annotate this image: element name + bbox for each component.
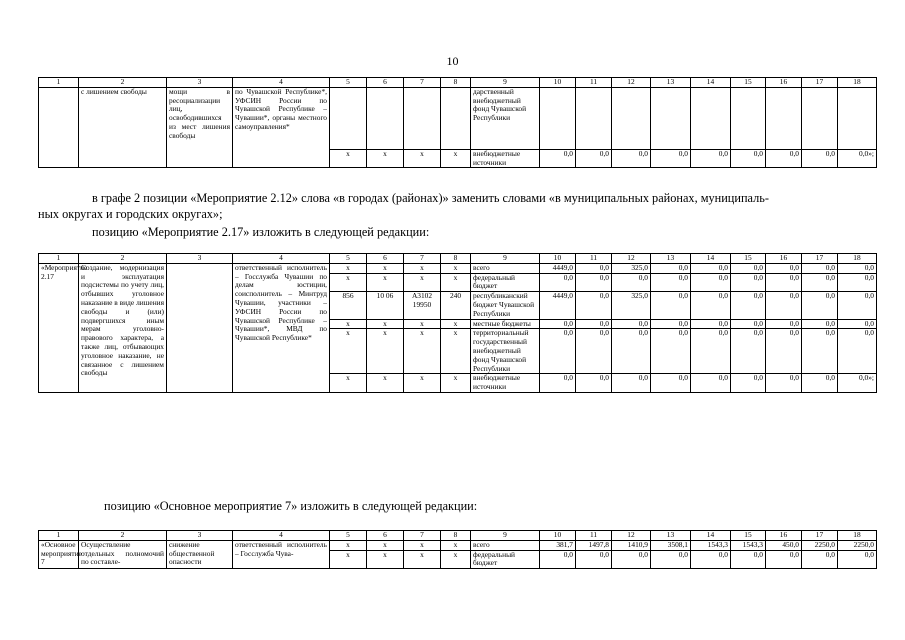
amount-cell: 0,0 [691,263,731,273]
amount-cell: 0,0 [540,374,576,393]
amount-cell: 0,0 [838,263,877,273]
instruction-paragraph-1-cont: ных округах и городских округах»; [38,207,223,221]
code-cell: x [404,550,441,569]
amount-cell: 0,0 [802,319,838,329]
column-number-cell: 6 [367,531,404,541]
column-number-cell: 2 [79,254,167,264]
column-number-cell: 10 [540,254,576,264]
code-cell: x [441,149,471,168]
amount-cell: 0,0 [576,319,612,329]
instruction-paragraph-3: позицию «Основное мероприятие 7» изложить в следующей редакции: [104,499,478,513]
column-number-cell: 16 [766,254,802,264]
table-measure-2-17 [38,253,877,393]
funding-source-cell: федеральный бюджет [471,273,540,292]
code-cell: x [367,550,404,569]
header-row [39,531,877,541]
funding-source-cell: республиканский бюджет Чувашской Республики [471,292,540,319]
instruction-paragraph-2: позицию «Мероприятие 2.17» изложить в следующей редакции: [92,225,430,239]
amount-cell: 0,0 [612,329,651,374]
code-cell: x [367,149,404,168]
amount-cell: 0,0 [651,149,691,168]
table-continuation [38,77,877,168]
amount-cell: 0,0 [651,319,691,329]
code-cell: x [404,540,441,550]
column-number-cell: 8 [441,78,471,88]
amount-cell: 0,0 [838,292,877,319]
amount-cell: 0,0 [766,273,802,292]
column-number-cell: 15 [731,78,766,88]
column-number-cell: 13 [651,531,691,541]
code-cell: x [441,319,471,329]
column-number-cell: 1 [39,78,79,88]
amount-cell: 325,0 [612,263,651,273]
amount-cell: 0,0 [540,329,576,374]
cell-goal: снижение общественной опасности [167,540,233,568]
code-cell: x [330,329,367,374]
header-row [39,254,877,264]
amount-cell: 0,0 [731,149,766,168]
amount-cell: 0,0 [838,329,877,374]
code-cell: x [441,273,471,292]
code-cell: x [404,263,441,273]
column-number-cell: 13 [651,254,691,264]
code-cell: x [330,540,367,550]
code-cell: x [367,273,404,292]
amount-cell: 0,0 [731,329,766,374]
column-number-cell: 2 [79,531,167,541]
funding-source-cell: федеральный бюджет [471,550,540,569]
table-row [39,87,877,149]
column-number-cell: 15 [731,531,766,541]
amount-cell: 0,0 [802,263,838,273]
column-number-cell: 9 [471,78,540,88]
column-number-cell: 18 [838,78,877,88]
cell-source: дарственный внебюджетный фонд Чувашской Республики [471,87,540,149]
funding-source-cell: местные бюджеты [471,319,540,329]
amount-cell: 0,0»; [838,149,877,168]
code-cell: 856 [330,292,367,319]
amount-cell: 0,0 [691,273,731,292]
column-number-cell: 8 [441,531,471,541]
code-cell: 240 [441,292,471,319]
amount-cell: 0,0 [576,149,612,168]
funding-source-cell: всего [471,540,540,550]
code-cell: x [404,374,441,393]
amount-cell: 0,0 [612,149,651,168]
amount-cell: 0,0 [576,263,612,273]
amount-cell: 0,0 [612,273,651,292]
amount-cell: 450,0 [766,540,802,550]
amount-cell: 0,0 [691,149,731,168]
column-number-cell: 7 [404,531,441,541]
amount-cell: 0,0 [651,329,691,374]
column-number-cell: 5 [330,254,367,264]
code-cell: x [404,149,441,168]
amount-cell: 2250,0 [802,540,838,550]
column-number-cell: 17 [802,78,838,88]
amount-cell: 0,0»; [838,374,877,393]
column-number-cell: 5 [330,531,367,541]
amount-cell: 0,0 [540,550,576,569]
code-cell: x [330,374,367,393]
amount-cell: 0,0 [731,273,766,292]
amount-cell: 325,0 [612,292,651,319]
amount-cell: 0,0 [766,550,802,569]
column-number-cell: 9 [471,254,540,264]
column-number-cell: 10 [540,78,576,88]
amount-cell: 1543,3 [731,540,766,550]
amount-cell: 0,0 [651,374,691,393]
amount-cell: 0,0 [802,292,838,319]
code-cell: x [367,329,404,374]
amount-cell: 0,0 [838,550,877,569]
amount-cell: 0,0 [576,550,612,569]
column-number-cell: 16 [766,78,802,88]
code-cell: x [441,374,471,393]
column-number-cell: 4 [233,531,330,541]
column-number-cell: 3 [167,78,233,88]
amount-cell: 0,0 [540,273,576,292]
column-number-cell: 10 [540,531,576,541]
amount-cell: 0,0 [766,329,802,374]
column-number-cell: 14 [691,531,731,541]
amount-cell: 0,0 [651,263,691,273]
code-cell: 10 06 [367,292,404,319]
amount-cell: 0,0 [651,273,691,292]
cell-measure-id: «Основное мероприятие 7 [39,540,79,568]
amount-cell: 0,0 [691,319,731,329]
amount-cell: 0,0 [838,319,877,329]
amount-cell: 0,0 [802,329,838,374]
column-number-cell: 11 [576,78,612,88]
code-cell: x [404,273,441,292]
amount-cell: 0,0 [651,550,691,569]
amount-cell: 0,0 [691,292,731,319]
amount-cell: 0,0 [766,292,802,319]
amount-cell: 0,0 [802,374,838,393]
amount-cell: 0,0 [802,550,838,569]
column-number-cell: 17 [802,531,838,541]
amount-cell: 0,0 [651,292,691,319]
page-number: 10 [446,54,459,68]
code-cell: x [404,319,441,329]
code-cell: x [404,329,441,374]
column-number-cell: 1 [39,531,79,541]
amount-cell: 0,0 [612,550,651,569]
cell-executor: по Чувашской Республике*, УФСИН России по Чувашской Республике – Чувашии*, органы местного самоуправления* [233,87,330,168]
amount-cell: 0,0 [838,273,877,292]
column-number-cell: 9 [471,531,540,541]
header-row [39,78,877,88]
cell-measure-name: Осуществление отдельных полномочий по составле- [79,540,167,568]
instruction-paragraph-1: в графе 2 позиции «Мероприятие 2.12» слова «в городах (районах)» заменить словами «в муниципальных районах, муниципаль- [92,191,769,205]
amount-cell: 0,0 [612,319,651,329]
amount-cell: 0,0 [612,374,651,393]
amount-cell: 1543,3 [691,540,731,550]
amount-cell: 0,0 [802,149,838,168]
column-number-cell: 17 [802,254,838,264]
column-number-cell: 3 [167,531,233,541]
column-number-cell: 11 [576,531,612,541]
column-number-cell: 5 [330,78,367,88]
amount-cell: 0,0 [731,374,766,393]
amount-cell: 0,0 [691,329,731,374]
amount-cell: 1497,8 [576,540,612,550]
amount-cell: 0,0 [766,319,802,329]
amount-cell: 0,0 [691,550,731,569]
column-number-cell: 2 [79,78,167,88]
amount-cell: 0,0 [576,329,612,374]
column-number-cell: 14 [691,78,731,88]
amount-cell: 0,0 [576,273,612,292]
column-number-cell: 16 [766,531,802,541]
code-cell: x [441,550,471,569]
code-cell: x [330,550,367,569]
code-cell: x [330,319,367,329]
amount-cell: 0,0 [766,149,802,168]
cell-goal: мощи в ресоциализации лиц, освободившихся из мест лишения свободы [167,87,233,168]
amount-cell: 0,0 [540,149,576,168]
cell-name: с лишением свободы [79,87,167,168]
column-number-cell: 12 [612,254,651,264]
table-row [39,540,877,550]
column-number-cell: 4 [233,254,330,264]
amount-cell: 0,0 [576,374,612,393]
column-number-cell: 3 [167,254,233,264]
amount-cell: 2250,0 [838,540,877,550]
code-cell: x [367,374,404,393]
code-cell: x [330,149,367,168]
column-number-cell: 7 [404,254,441,264]
column-number-cell: 1 [39,254,79,264]
amount-cell: 0,0 [766,263,802,273]
cell-executor: ответственный исполнитель – Госслужба Чува- [233,540,330,568]
code-cell: x [367,319,404,329]
amount-cell: 0,0 [731,263,766,273]
column-number-cell: 18 [838,254,877,264]
code-cell: x [441,263,471,273]
amount-cell: 0,0 [576,292,612,319]
amount-cell: 381,7 [540,540,576,550]
code-cell: x [367,263,404,273]
amount-cell: 3508,1 [651,540,691,550]
code-cell: x [441,540,471,550]
column-number-cell: 7 [404,78,441,88]
amount-cell: 0,0 [691,374,731,393]
funding-source-cell: всего [471,263,540,273]
amount-cell: 0,0 [802,273,838,292]
amount-cell: 4449,0 [540,263,576,273]
amount-cell: 0,0 [731,550,766,569]
table-row [39,263,877,273]
funding-source-cell: территориальный государственный внебюджетный фонд Чувашской Республики [471,329,540,374]
code-cell: x [330,263,367,273]
cell-executor: ответственный исполнитель – Госслужба Чувашии по делам юстиции, соисполнитель – Минтруд Чувашии, участники – УФСИН России по Чувашской Республике – Чувашии*, МВД по Чувашской Республике* [233,263,330,392]
amount-cell: 0,0 [731,292,766,319]
column-number-cell: 6 [367,78,404,88]
code-cell: x [330,273,367,292]
table-main-measure-7 [38,530,877,569]
amount-cell: 1410,9 [612,540,651,550]
column-number-cell: 12 [612,78,651,88]
column-number-cell: 15 [731,254,766,264]
column-number-cell: 13 [651,78,691,88]
column-number-cell: 4 [233,78,330,88]
code-cell: x [441,329,471,374]
column-number-cell: 11 [576,254,612,264]
funding-source-cell: внебюджетные источники [471,374,540,393]
column-number-cell: 12 [612,531,651,541]
amount-cell: 0,0 [540,319,576,329]
amount-cell: 4449,0 [540,292,576,319]
code-cell: x [367,540,404,550]
cell-measure-id: «Мероприятие 2.17 [39,263,79,392]
amount-cell: 0,0 [731,319,766,329]
column-number-cell: 18 [838,531,877,541]
column-number-cell: 6 [367,254,404,264]
cell-measure-name: Создание, модернизация и эксплуатация подсистемы по учету лиц, отбывших уголовное наказание в виде лишения свободы и (или) подвергшихся иным мерам уголовно-правового характера, а также лиц, отбывающих уголовное наказание, не связанное с лишением свободы [79,263,167,392]
column-number-cell: 14 [691,254,731,264]
funding-source-cell: внебюджетные источники [471,149,540,168]
amount-cell: 0,0 [766,374,802,393]
code-cell: А3102 19950 [404,292,441,319]
column-number-cell: 8 [441,254,471,264]
